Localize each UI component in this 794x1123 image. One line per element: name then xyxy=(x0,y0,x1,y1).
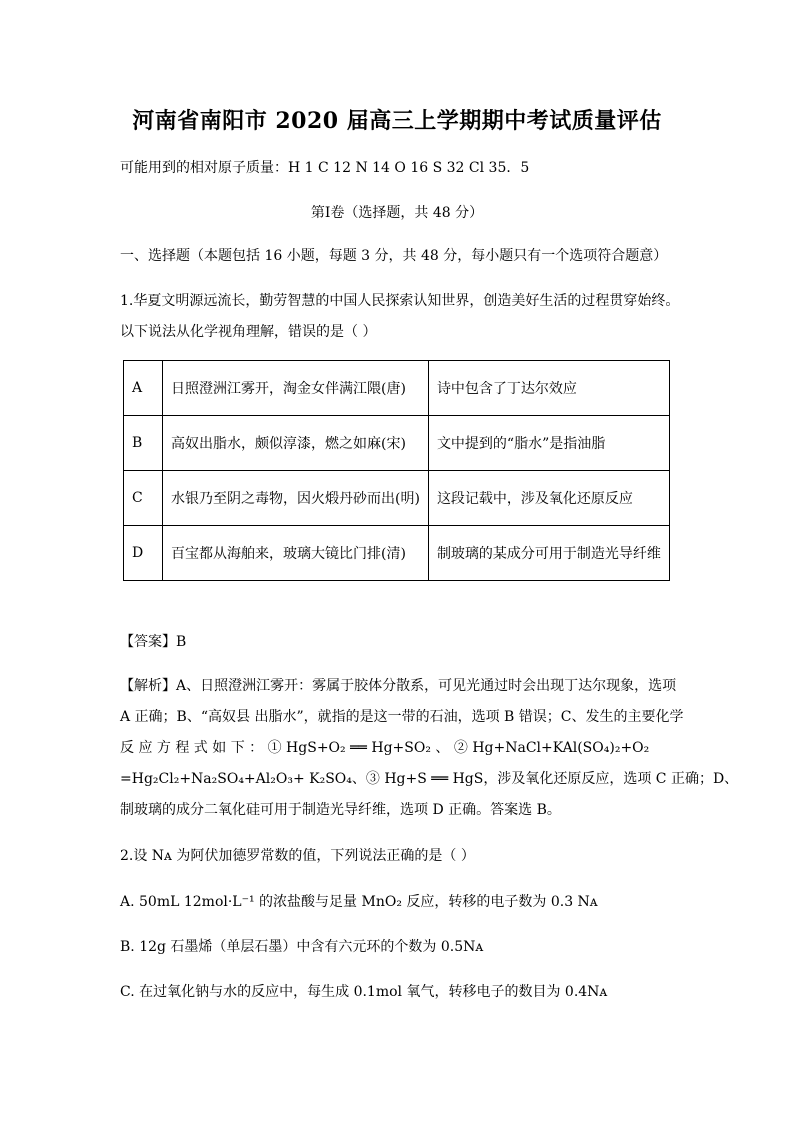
option-claim: 诗中包含了丁达尔效应 xyxy=(428,361,669,416)
analysis-line: 【解析】A、日照澄洲江雾开：雾属于胶体分散系，可见光通过时会出现丁达尔现象，选项 xyxy=(120,678,677,694)
atomic-masses-line: 可能用到的相对原子质量：H 1 C 12 N 14 O 16 S 32 Cl 35．5 xyxy=(120,160,530,176)
option-claim: 这段记载中，涉及氧化还原反应 xyxy=(428,471,669,526)
table-row xyxy=(124,361,670,416)
q2-option-c: C. 在过氧化钠与水的反应中，每生成 0.1mol 氧气，转移电子的数目为 0.4Nᴀ xyxy=(120,984,608,1000)
table-row xyxy=(124,471,670,526)
option-letter: B xyxy=(124,416,163,471)
option-quote: 水银乃至阴之毒物，因火煅丹砂而出(明) xyxy=(163,471,429,526)
table-row xyxy=(124,416,670,471)
q1-stem-line1: 1.华夏文明源远流长，勤劳智慧的中国人民探索认知世界，创造美好生活的过程贯穿始终。 xyxy=(120,293,680,309)
option-quote: 高奴出脂水，颇似淳漆，燃之如麻(宋) xyxy=(163,416,429,471)
analysis-line: 制玻璃的成分二氧化硅可用于制造光导纤维，选项 D 正确。答案选 B。 xyxy=(120,802,561,818)
option-quote: 百宝都从海舶来，玻璃大镜比门排(清) xyxy=(163,526,429,581)
analysis-line: 反 应 方 程 式 如 下 ： ① HgS+O₂ ══ Hg+SO₂ 、 ② Hg+NaCl+KAl(SO₄)₂+O₂ xyxy=(120,740,650,756)
q1-stem-line2: 以下说法从化学视角理解，错误的是（ ） xyxy=(120,324,377,340)
option-letter: D xyxy=(124,526,163,581)
q2-stem: 2.设 Nᴀ 为阿伏加德罗常数的值，下列说法正确的是（ ） xyxy=(120,848,475,864)
section-header: 第Ⅰ卷（选择题，共 48 分） xyxy=(310,205,484,221)
analysis-line: A 正确；B、“高奴县 出脂水”，就指的是这一带的石油，选项 B 错误；C、发生的主要化学 xyxy=(120,709,684,725)
option-letter: A xyxy=(124,361,163,416)
option-letter: C xyxy=(124,471,163,526)
q2-option-a: A. 50mL 12mol·L⁻¹ 的浓盐酸与足量 MnO₂ 反应，转移的电子数为 0.3 Nᴀ xyxy=(120,894,598,910)
option-claim: 制玻璃的某成分可用于制造光导纤维 xyxy=(428,526,669,581)
q2-option-b: B. 12g 石墨烯（单层石墨）中含有六元环的个数为 0.5Nᴀ xyxy=(120,939,484,955)
option-claim: 文中提到的“脂水”是指油脂 xyxy=(428,416,669,471)
analysis-line: =Hg₂Cl₂+Na₂SO₄+Al₂O₃+ K₂SO₄、③ Hg+S ══ HgS，涉及氧化还原反应，选项 C 正确；D、 xyxy=(120,771,739,787)
table-row xyxy=(124,526,670,581)
q1-options-table xyxy=(123,360,670,581)
option-quote: 日照澄洲江雾开，淘金女伴满江隈(唐) xyxy=(163,361,429,416)
q1-answer: 【答案】B xyxy=(120,634,187,650)
part-one-intro: 一、选择题（本题包括 16 小题，每题 3 分，共 48 分，每小题只有一个选项符合题意） xyxy=(120,248,668,264)
exam-title: 河南省南阳市 2020 届高三上学期期中考试质量评估 xyxy=(132,108,662,134)
